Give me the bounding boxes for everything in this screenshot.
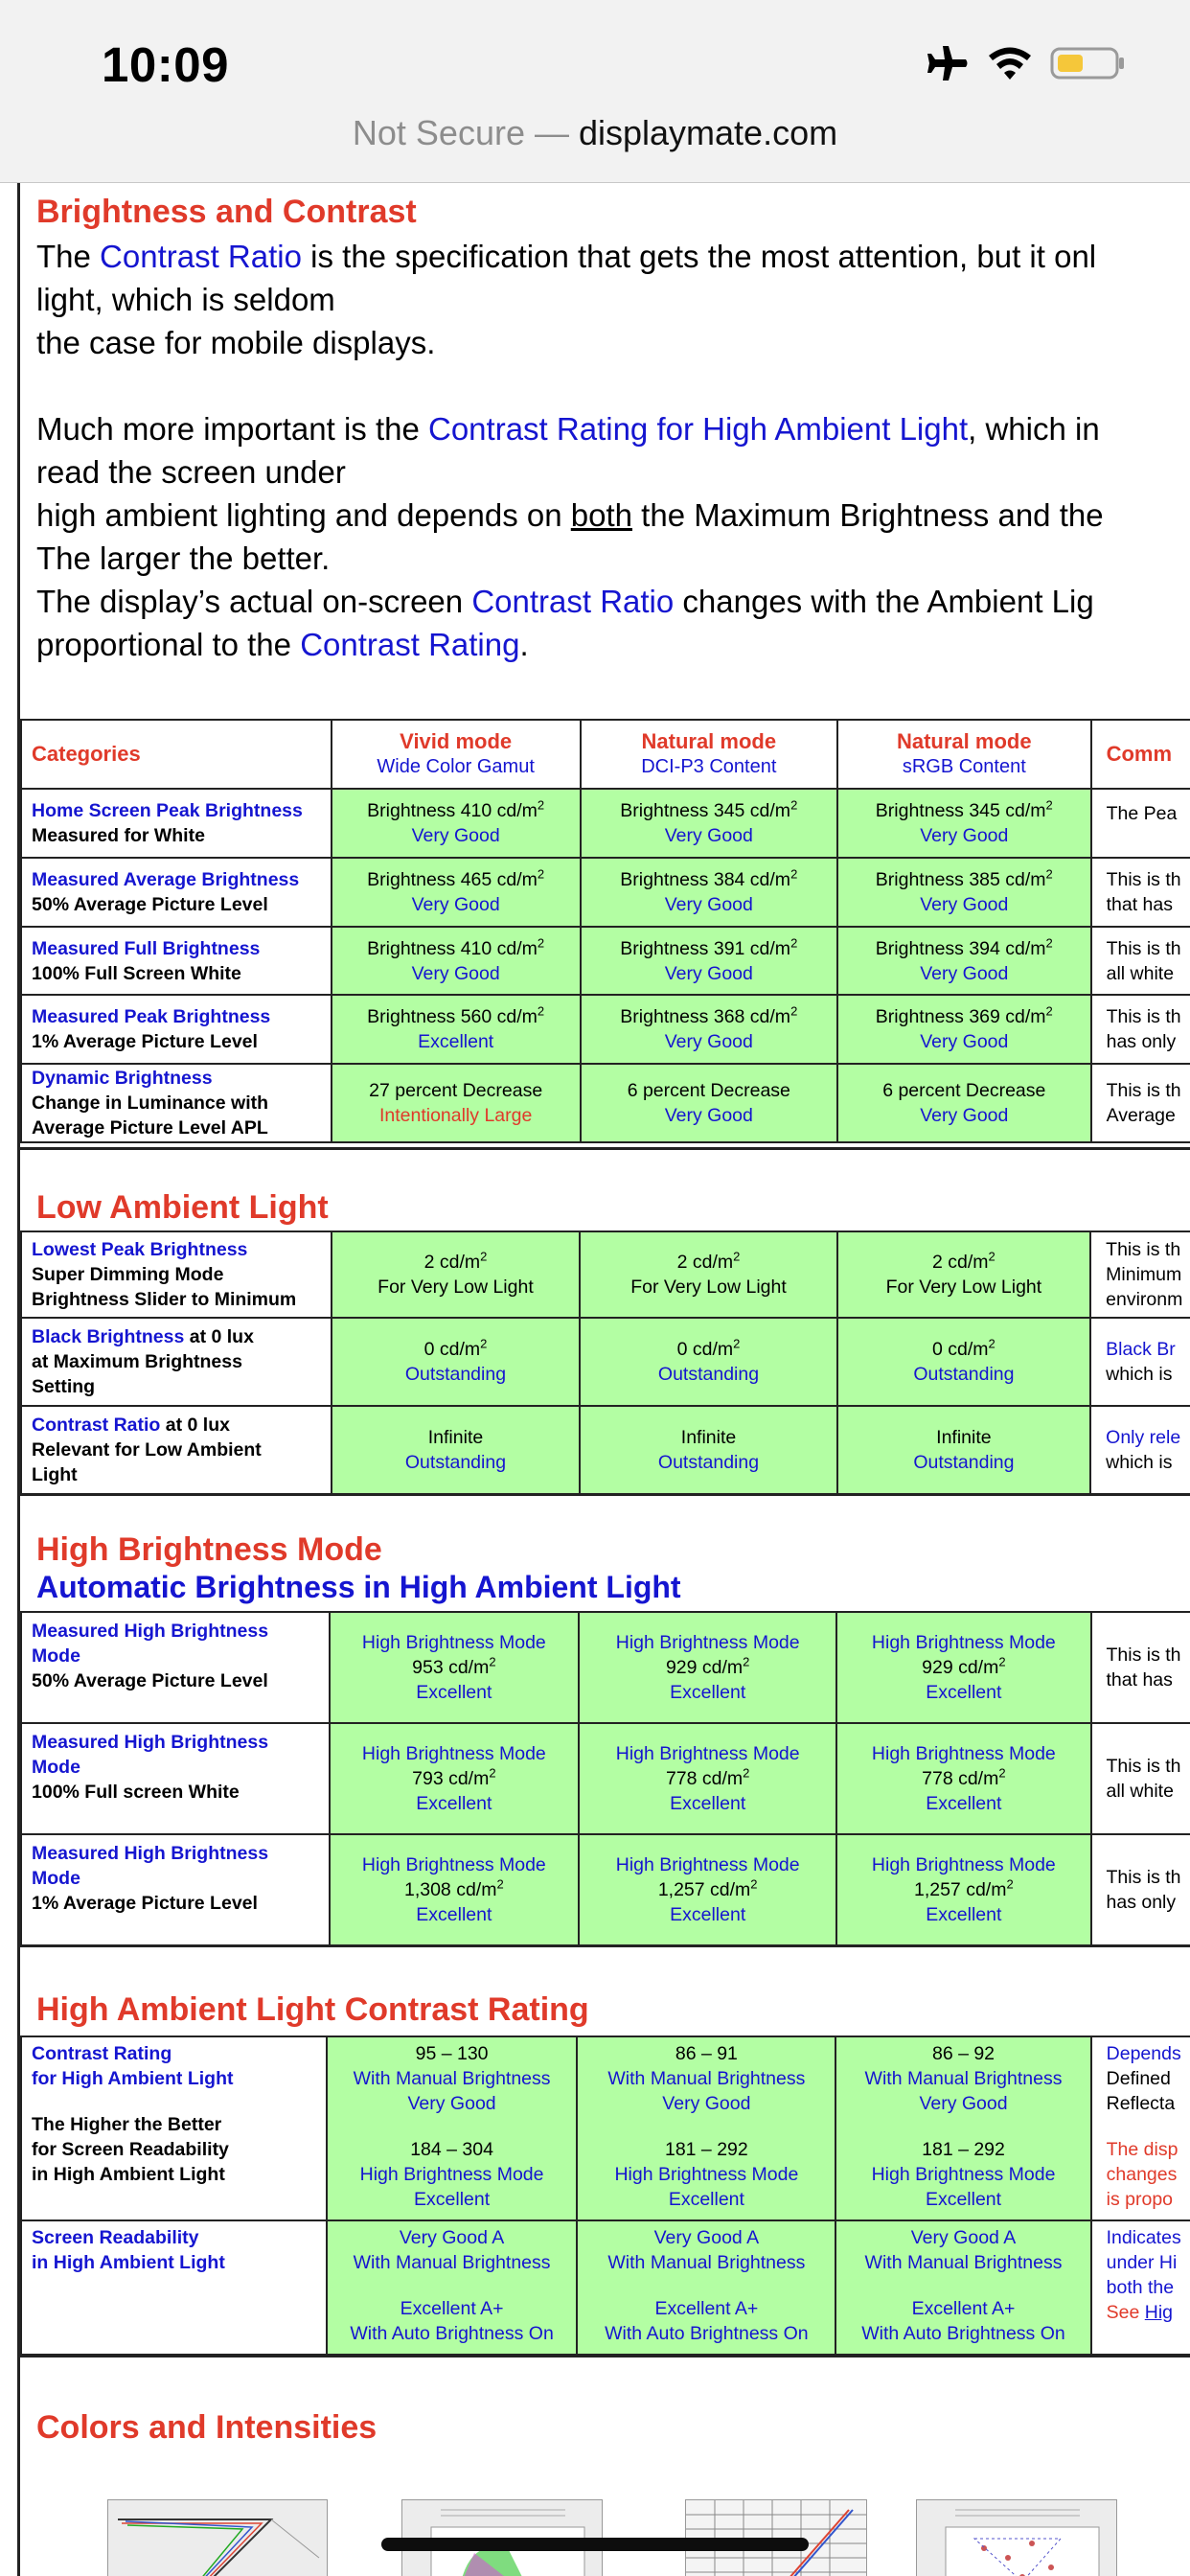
high-ambient-link[interactable]: Hig xyxy=(1144,2302,1174,2323)
contrast-rating-table xyxy=(20,2036,1190,2356)
contrast-ratio-term: Contrast Ratio xyxy=(100,239,302,274)
table-header-row: Categories Vivid mode Wide Color Gamut Natural mode DCI-P3 Content Natural mode sRGB Content Comm xyxy=(21,720,1190,789)
table-row: Lowest Peak Brightness Super Dimming Mode Brightness Slider to Minimum 2 $cd/m^2$ For Very Low Light 2 $cd/m^2$ For Very Low Light 2 $cd/m^2$ For Very Low Light This is th Minimum environm xyxy=(21,1231,1190,1318)
hbm-table xyxy=(20,1611,1190,1946)
section-subtitle-hbm: Automatic Brightness in High Ambient Light xyxy=(36,1570,681,1604)
page-content xyxy=(17,183,1190,2576)
table-row: Dynamic Brightness Change in Luminance with Average Picture Level APL 27 percent Decrease Intentionally Large 6 percent Decrease Very Good 6 percent Decrease Very Good This is th Average xyxy=(21,1064,1190,1142)
battery-icon xyxy=(1050,45,1127,81)
wifi-icon xyxy=(987,45,1033,81)
divider xyxy=(20,1493,1190,1496)
section-title-low-ambient: Low Ambient Light xyxy=(36,1189,329,1226)
contrast-rating-term: Contrast Rating for High Ambient Light xyxy=(428,411,969,447)
divider xyxy=(20,1944,1190,1947)
intro-paragraph-2: Much more important is the Contrast Rating for High Ambient Light, which in read the screen under high ambient lighting and depends on both the Maximum Brightness and the The larger the better. The display’s actual on-screen Contrast Ratio changes with the Ambient Lig proportional to the Contrast Rating. xyxy=(36,411,1104,662)
comments-header: Comm xyxy=(1106,741,1173,766)
table-row: Screen Readability in High Ambient Light Very Good A With Manual Brightness Excellent A+ With Auto Brightness On Very Good A With Manual Brightness Excellent A+ With Auto Brightness On Very Good A With Manual Brightness Excellent A+ With Auto Brightness On Indicates under Hi both the See Hig xyxy=(21,2220,1190,2355)
status-time: 10:09 xyxy=(102,37,229,92)
table-row: Measured Peak Brightness 1% Average Picture Level Brightness 560 $cd/m^2$ Excellent Brightness 368 $cd/m^2$ Very Good Brightness 369 $cd/m^2$ Very Good This is th has only xyxy=(21,995,1190,1064)
section-title-hbm: High Brightness Mode xyxy=(36,1531,382,1568)
table-row: Measured Average Brightness 50% Average Picture Level Brightness 465 $cd/m^2$ Very Good Brightness 384 $cd/m^2$ Very Good Brightness 385 $cd/m^2$ Very Good This is th that has xyxy=(21,858,1190,927)
browser-chrome xyxy=(0,0,1190,183)
gamut-plot-thumbnail xyxy=(108,2500,328,2576)
divider xyxy=(20,2355,1190,2358)
table-row: Contrast Ratio at 0 lux Relevant for Low Ambient Light Infinite Outstanding Infinite Outstanding Infinite Outstanding Only rele which is xyxy=(21,1406,1190,1494)
not-secure-label: Not Secure — xyxy=(352,113,579,152)
brightness-table xyxy=(20,719,1190,1143)
table-row: Measured High Brightness Mode 100% Full screen White High Brightness Mode 793 $cd/m^2$ Excellent High Brightness Mode 778 $cd/m^2$ Excellent High Brightness Mode 778 $cd/m^2$ Excellent This is th all white xyxy=(21,1723,1190,1834)
color-accuracy-thumbnail xyxy=(917,2500,1117,2576)
thumbnail-image[interactable] xyxy=(916,2499,1117,2576)
table-row: Contrast Rating for High Ambient Light The Higher the Better for Screen Readability in High Ambient Light 95 – 130 With Manual Brightness Very Good 184 – 304 High Brightness Mode Excellent 86 – 91 With Manual Brightness Very Good 181 – 292 High Brightness Mode Excellent 86 – 92 With Manual Brightness Very Good 181 – 292 High Brightness Mode Excellent Depends Defined Reflecta The disp changes is propo xyxy=(21,2036,1190,2220)
home-indicator[interactable] xyxy=(381,2538,809,2551)
thumbnail-image[interactable] xyxy=(107,2499,328,2576)
url-domain: displaymate.com xyxy=(578,113,838,152)
categories-header: Categories xyxy=(32,741,141,766)
table-row: Measured Full Brightness 100% Full Screen White Brightness 410 $cd/m^2$ Very Good Brightness 391 $cd/m^2$ Very Good Brightness 394 $cd/m^2$ Very Good This is th all white xyxy=(21,927,1190,995)
divider xyxy=(20,1147,1190,1150)
table-row: Measured High Brightness Mode 1% Average Picture Level High Brightness Mode 1,308 $cd/m^2$ Excellent High Brightness Mode 1,257 $cd/m^2$ Excellent High Brightness Mode 1,257 $cd/m^2$ Excellent This is th has only xyxy=(21,1834,1190,1945)
table-row: Home Screen Peak Brightness Measured for White Brightness 410 $cd/m^2$ Very Good Brightness 345 $cd/m^2$ Very Good Brightness 345 $cd/m^2$ Very Good The Pea xyxy=(21,789,1190,858)
status-icons xyxy=(924,44,1127,82)
airplane-icon xyxy=(924,44,970,82)
section-title-colors: Colors and Intensities xyxy=(36,2409,378,2446)
low-ambient-table xyxy=(20,1230,1190,1495)
table-row: Black Brightness at 0 lux at Maximum Brightness Setting 0 $cd/m^2$ Outstanding 0 $cd/m^2$ Outstanding 0 $cd/m^2$ Outstanding Black Br which is xyxy=(21,1318,1190,1406)
section-title-brightness: Brightness and Contrast xyxy=(36,194,417,230)
table-row: Measured High Brightness Mode 50% Average Picture Level High Brightness Mode 953 $cd/m^2$ Excellent High Brightness Mode 929 $cd/m^2$ Excellent High Brightness Mode 929 $cd/m^2$ Excellent This is th that has xyxy=(21,1612,1190,1723)
intro-paragraph-1: The Contrast Ratio is the specification that gets the most attention, but it onl light, which is seldom the case for mobile displays. xyxy=(36,239,1097,360)
address-bar[interactable] xyxy=(0,113,1190,153)
section-title-contrast-rating: High Ambient Light Contrast Rating xyxy=(36,1991,589,2028)
